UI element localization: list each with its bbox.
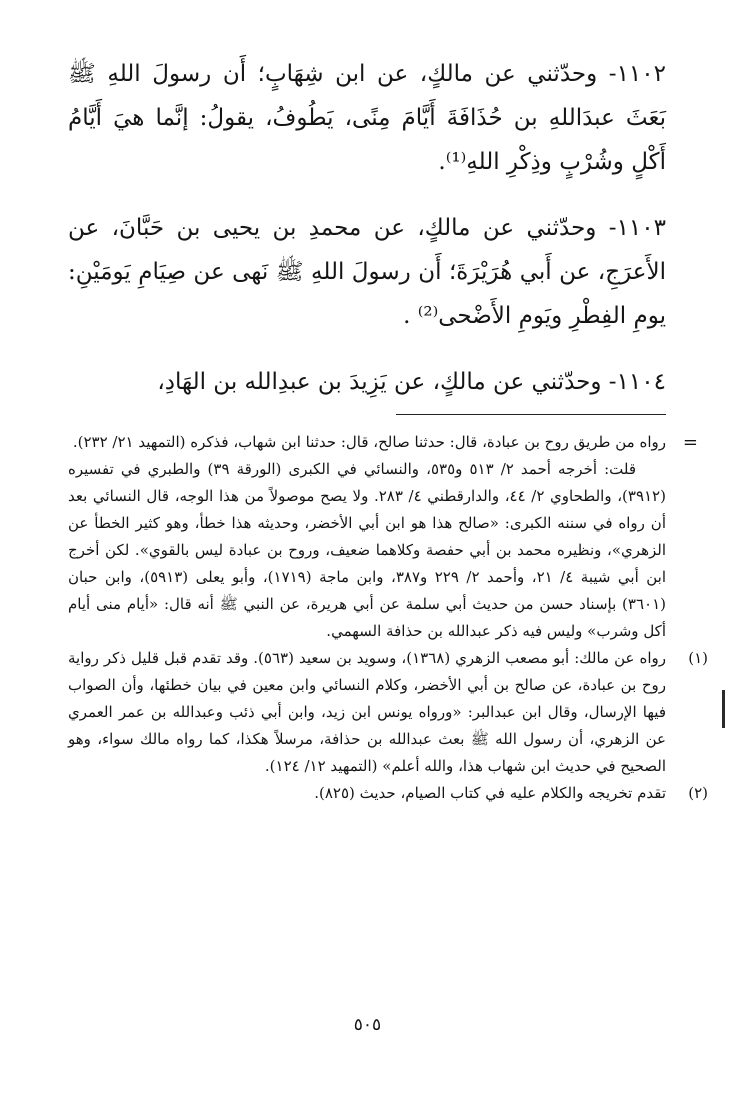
hadith-number: ١١٠٣- [608, 215, 666, 241]
hadith-1104 [68, 360, 666, 404]
hadith-1102 [68, 52, 666, 184]
hadith-1103 [68, 206, 666, 338]
footnote-label: (١) [688, 649, 708, 667]
margin-mark [722, 690, 725, 728]
footnote-2 [68, 780, 708, 807]
footnote-divider [396, 414, 666, 415]
hadith-text: وحدّثني عن مالكٍ، عن يَزِيدَ بن عبدِالله بن الهَادِ، [157, 369, 602, 395]
footnotes [68, 429, 708, 807]
continuation-mark: = [682, 432, 698, 453]
footnote-label: (٢) [688, 784, 708, 802]
hadith-text: وحدّثني عن مالكٍ، عن ابن شِهَابٍ؛ أَن رسولَ اللهِ ﷺ بَعَثَ عبدَاللهِ بن حُذَافَةَ أَيَّامَ مِنًى، يَطُوفُ، يقولُ: إنَّما هيَ أَيَّامُ أَكْلٍ وشُرْبٍ وذِكْرِ اللهِ⁽¹⁾. [68, 61, 666, 175]
continuation-text: رواه من طريق روح بن عبادة، قال: حدثنا صالح، قال: حدثنا ابن شهاب، فذكره (التمهيد ٢١/ ٢٣٢). [72, 433, 666, 451]
hadith-text: وحدّثني عن مالكٍ، عن محمدِ بن يحيى بن حَبَّانَ، عن الأَعرَجِ، عن أَبي هُرَيْرَةَ؛ أَن رسولَ اللهِ ﷺ نَهى عن صِيَامِ يَومَيْنِ: يومِ الفِطْرِ ويَومِ الأَضْحى⁽²⁾ . [68, 215, 666, 329]
hadith-number: ١١٠٢- [608, 61, 666, 87]
page-number: ٥٠٥ [353, 1015, 382, 1035]
footnote-1 [68, 645, 708, 780]
footnote-text: تقدم تخريجه والكلام عليه في كتاب الصيام، حديث (٨٢٥). [314, 784, 666, 802]
book-page [68, 52, 708, 807]
footnote-continuation [68, 429, 698, 456]
footnote-text: رواه عن مالك: أبو مصعب الزهري (١٣٦٨)، وسويد بن سعيد (٥٦٣). وقد تقدم قبل قليل ذكر رواية روح بن عبادة، عن صالح بن أبي الأخضر، وكلام النسائي وابن معين في بيان خطئها، وأن الصواب فيها الإرسال، وقال ابن عبدالبر: «ورواه يونس ابن زيد، وابن أبي ذئب وعبدالله بن عمر العمري عن الزهري، أن رسول الله ﷺ بعث عبدالله بن حذافة، مرسلاً هكذا، كما رواه مالك سواء، وهو الصحيح في حديث ابن شهاب هذا، والله أعلم» (التمهيد ١٢/ ١٢٤). [68, 649, 666, 775]
footnote-comment: قلت: أخرجه أحمد ٢/ ٥١٣ و٥٣٥، والنسائي في الكبرى (الورقة ٣٩) والطبري في تفسيره (٣٩١٢)، والطحاوي ٢/ ٤٤، والدارقطني ٤/ ٢٨٣. ولا يصح موصولاً من هذا الوجه، قال النسائي بعد أن رواه في سننه الكبرى: «صالح هذا هو ابن أبي الأخضر، وحديثه هذا خطأ، وهو كثير الخطأ عن الزهري»، ونظيره محمد بن أبي حفصة وكلاهما ضعيف، وروح بن عبادة ليس بالقوي». لكن أخرج ابن أبي شيبة ٤/ ٢١، وأحمد ٢/ ٢٢٩ و٣٨٧، وابن ماجة (١٧١٩)، وأبو يعلى (٥٩١٣)، وابن حبان (٣٦٠١) بإسناد حسن من حديث أبي سلمة عن أبي هريرة، عن النبي ﷺ أنه قال: «أيام منى أيام أكل وشرب» وليس فيه ذكر عبدالله بن حذافة السهمي. [68, 460, 667, 640]
hadith-number: ١١٠٤- [608, 369, 666, 395]
